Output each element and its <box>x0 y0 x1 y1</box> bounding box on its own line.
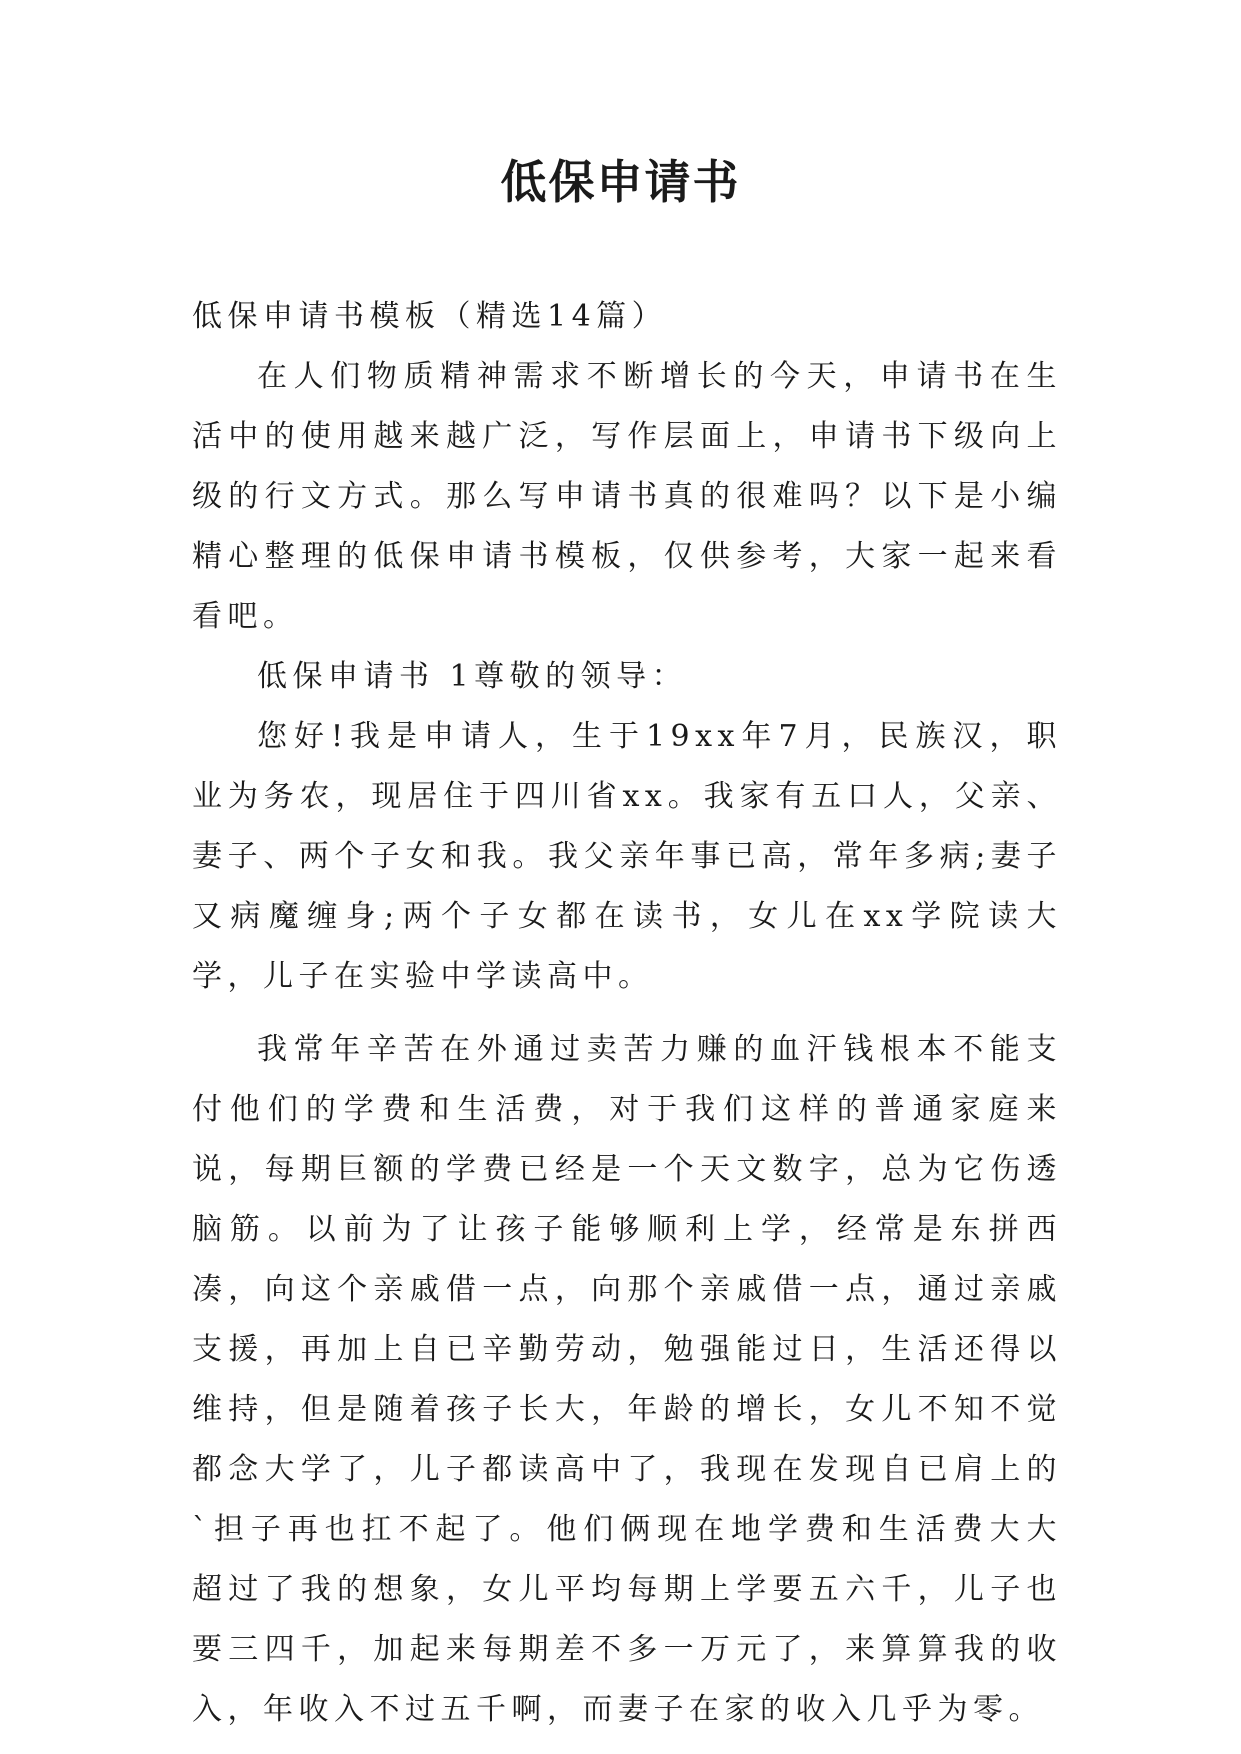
paragraph-hardship: 我常年辛苦在外通过卖苦力赚的血汗钱根本不能支付他们的学费和生活费，对于我们这样的普通家庭来说，每期巨额的学费已经是一个天文数字，总为它伤透脑筋。以前为了让孩子能够顺利上学，经常是东拼西凑，向这个亲戚借一点，向那个亲戚借一点，通过亲戚支援，再加上自已辛勤劳动，勉强能过日，生活还得以维持，但是随着孩子长大，年龄的增长，女儿不知不觉都念大学了，儿子都读高中了，我现在发现自已肩上的`担子再也扛不起了。他们俩现在地学费和生活费大大超过了我的想象，女儿平均每期上学要五六千，儿子也要三四千，加起来每期差不多一万元了，来算算我的收入，年收入不过五千啊，而妻子在家的收入几乎为零。 <box>192 1032 1062 1727</box>
paragraph-applicant-info: 您好!我是申请人，生于19xx年7月，民族汉，职业为务农，现居住于四川省xx。我家有五口人，父亲、妻子、两个子女和我。我父亲年事已高，常年多病;妻子又病魔缠身;两个子女都在读书，女儿在xx学院读大学，儿子在实验中学读高中。 <box>192 719 1062 994</box>
paragraph-intro: 在人们物质精神需求不断增长的今天，申请书在生活中的使用越来越广泛，写作层面上，申请书下级向上级的行文方式。那么写申请书真的很难吗？以下是小编精心整理的低保申请书模板，仅供参考，大家一起来看看吧。 <box>192 359 1062 634</box>
document-subtitle: 低保申请书模板（精选14篇） <box>192 299 668 334</box>
document-title: 低保申请书 <box>500 155 741 209</box>
paragraph-salutation: 低保申请书 1尊敬的领导： <box>257 659 688 694</box>
document-body <box>192 287 1062 1740</box>
